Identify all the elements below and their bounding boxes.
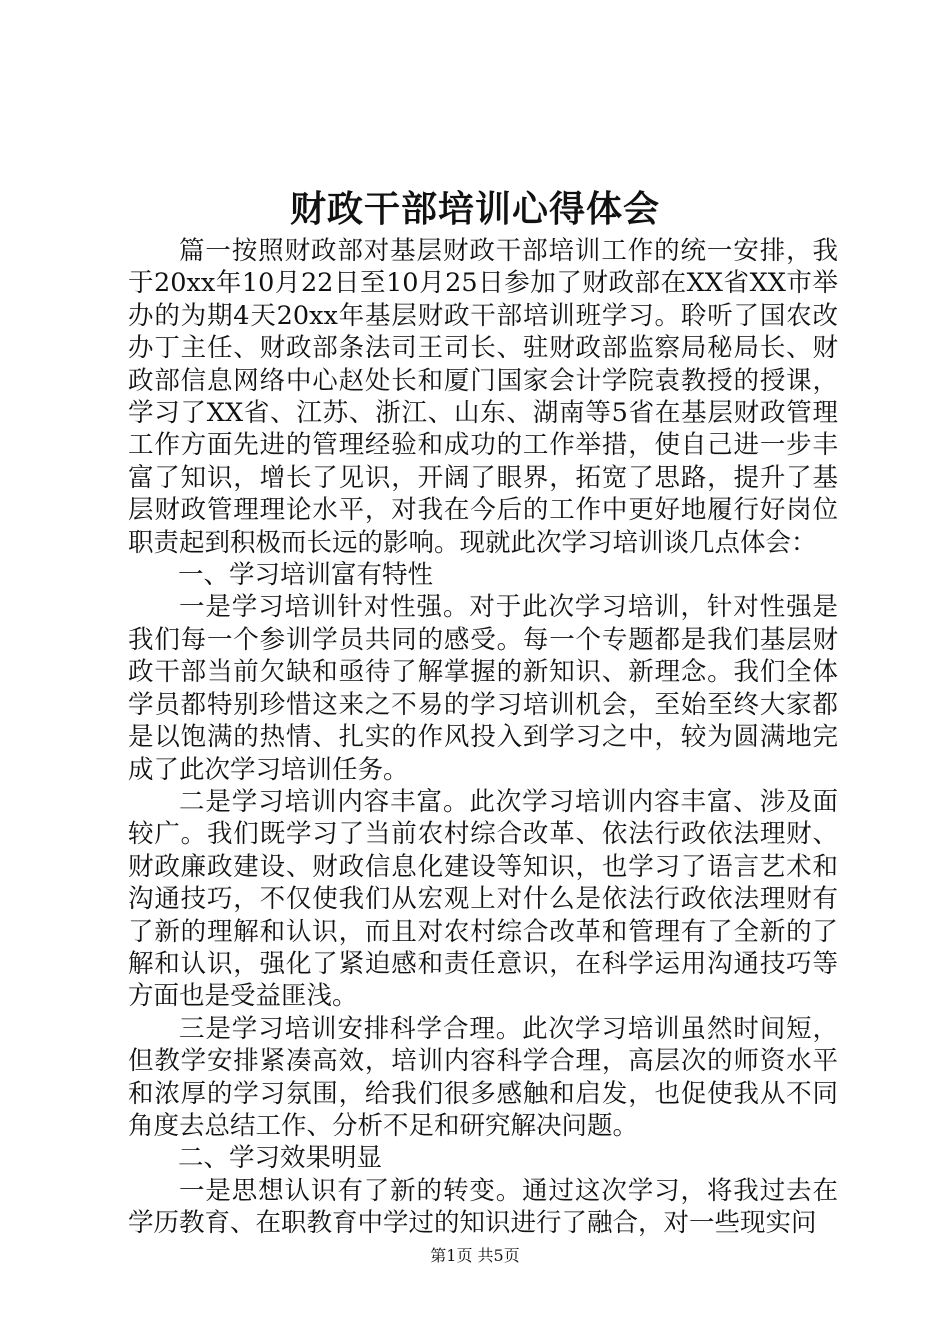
page-number-footer: 第1页 共5页 <box>430 1246 520 1265</box>
paragraph-targeted: 一是学习培训针对性强。对于此次学习培训，针对性强是我们每一个参训学员共同的感受。每一个专题都是我们基层财政干部当前欠缺和亟待了解掌握的新知识、新理念。我们全体学员都特别珍惜这来之不易的学习培训机会，至始至终大家都是以饱满的热情、扎实的作风投入到学习之中，较为圆满地完成了此次学习培训任务。 <box>128 592 838 785</box>
paragraph-thinking-change: 一是思想认识有了新的转变。通过这次学习，将我过去在学历教育、在职教育中学过的知识进行了融合，对一些现实问 <box>128 1175 838 1239</box>
paragraph-reasonable-arrangement: 三是学习培训安排科学合理。此次学习培训虽然时间短，但教学安排紧凑高效，培训内容科学合理，高层次的师资水平和浓厚的学习氛围，给我们很多感触和启发，也促使我从不同角度去总结工作、分析不足和研究解决问题。 <box>128 1013 838 1141</box>
document-body <box>128 235 838 1240</box>
paragraph-intro: 篇一按照财政部对基层财政干部培训工作的统一安排，我于20xx年10月22日至10月25日参加了财政部在XX省XX市举办的为期4天20xx年基层财政干部培训班学习。聆听了国农改办丁主任、财政部条法司王司长、驻财政部监察局秘局长、财政部信息网络中心赵处长和厦门国家会计学院袁教授的授课，学习了XX省、江苏、浙江、山东、湖南等5省在基层财政管理工作方面先进的管理经验和成功的工作举措，使自己进一步丰富了知识，增长了见识，开阔了眼界，拓宽了思路，提升了基层财政管理理论水平，对我在今后的工作中更好地履行好岗位职责起到积极而长远的影响。现就此次学习培训谈几点体会： <box>128 236 838 558</box>
section-heading-2: 二、学习效果明显 <box>178 1143 383 1174</box>
section-heading-1: 一、学习培训富有特性 <box>178 560 434 591</box>
document-title: 财政干部培训心得体会 <box>289 188 660 230</box>
paragraph-rich-content: 二是学习培训内容丰富。此次学习培训内容丰富、涉及面较广。我们既学习了当前农村综合改革、依法行政依法理财、财政廉政建设、财政信息化建设等知识，也学习了语言艺术和沟通技巧，不仅使我们从宏观上对什么是依法行政依法理财有了新的理解和认识，而且对农村综合改革和管理有了全新的了解和认识，强化了紧迫感和责任意识，在科学运用沟通技巧等方面也是受益匪浅。 <box>128 786 838 1012</box>
